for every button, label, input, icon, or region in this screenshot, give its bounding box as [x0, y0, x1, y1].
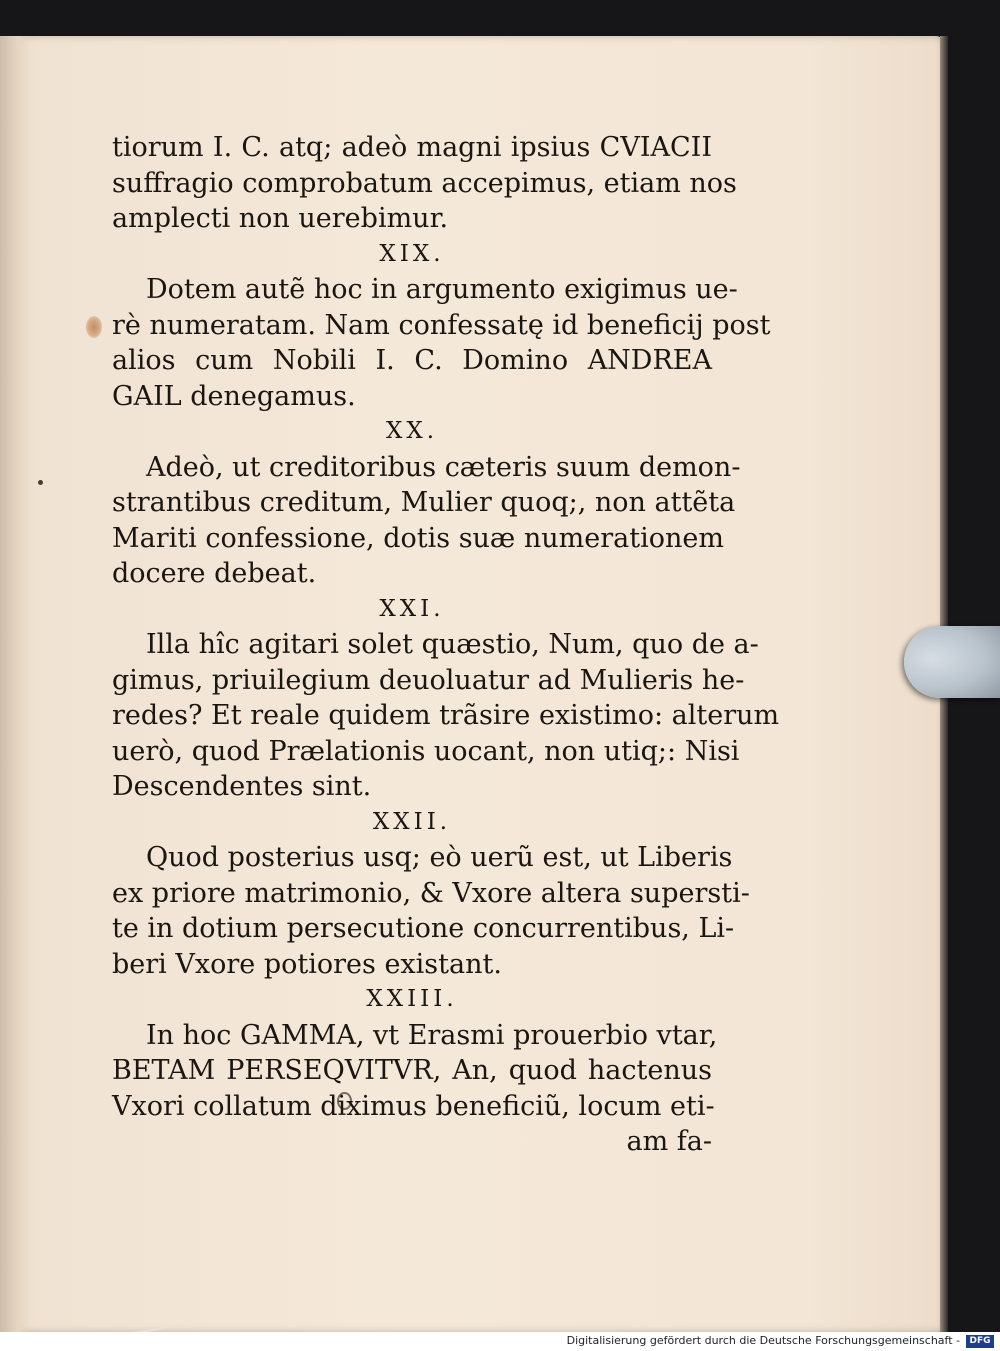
text-line: ex priore matrimonio, & Vxore altera supersti-: [112, 877, 750, 909]
section-heading-xxi: XXI.: [379, 595, 445, 622]
text-line: tiorum I. C. atq; adeò magni ipsius CVIACII: [112, 132, 712, 163]
text-line: GAIL denegamus.: [112, 380, 356, 412]
text-line: alios cum Nobili I. C. Domino ANDREA: [112, 345, 712, 376]
section-heading-xx: XX.: [385, 418, 439, 444]
text-block: [112, 130, 780, 1160]
text-line: strantibus creditum, Mulier quoq;, non attẽta: [112, 487, 736, 518]
text-line: suffragio comprobatum accepimus, etiam nos: [112, 167, 737, 199]
section-heading-xxii: XXII.: [372, 808, 452, 835]
margin-dot-mark: [38, 480, 43, 485]
page-gutter-shading: [0, 36, 30, 1332]
catchword: am fa-: [626, 1126, 712, 1157]
text-line: Vxori collatum diximus beneficiũ, locum eti-: [112, 1090, 715, 1122]
dfg-logo[interactable]: DFG: [966, 1335, 994, 1348]
text-line: te in dotium persecutione concurrentibus, Li-: [112, 913, 735, 944]
text-line: Quod posterius usq; eò uerũ est, ut Liberis: [146, 842, 733, 873]
footer-bar: [0, 1332, 1000, 1351]
text-line: Descendentes sint.: [112, 771, 372, 802]
text-line: docere debeat.: [112, 558, 317, 589]
page-clip-tab: [904, 626, 1000, 698]
section-heading-xxiii: XXIII.: [366, 986, 458, 1012]
text-line: redes? Et reale quidem trãsire existimo: alterum: [112, 700, 780, 731]
text-line: Adeò, ut creditoribus cæteris suum demon-: [146, 451, 741, 483]
text-line: Dotem autẽ hoc in argumento exigimus ue-: [146, 274, 738, 305]
text-line: Illa hîc agitari solet quæstio, Num, quo de a-: [146, 629, 759, 660]
section-heading-xix: XIX.: [379, 240, 445, 267]
text-line: In hoc GAMMA, vt Erasmi prouerbio vtar,: [146, 1019, 718, 1051]
text-line: gimus, priuilegium deuoluatur ad Mulieris he-: [112, 664, 745, 696]
text-line: Mariti confessione, dotis suæ numerationem: [112, 522, 724, 554]
text-line: rè numeratam. Nam confessatę id beneficij post: [112, 309, 771, 341]
text-line: uerò, quod Prælationis uocant, non utiq;: Nisi: [112, 735, 740, 767]
paper-stain: [86, 316, 102, 338]
text-line: BETAM PERSEQVITVR, An, quod hactenus: [112, 1055, 712, 1086]
footer-credit: Digitalisierung gefördert durch die Deutsche Forschungsgemeinschaft -: [566, 1334, 960, 1347]
text-line: beri Vxore potiores existant.: [112, 948, 502, 980]
text-line: amplecti non uerebimur.: [112, 203, 449, 234]
